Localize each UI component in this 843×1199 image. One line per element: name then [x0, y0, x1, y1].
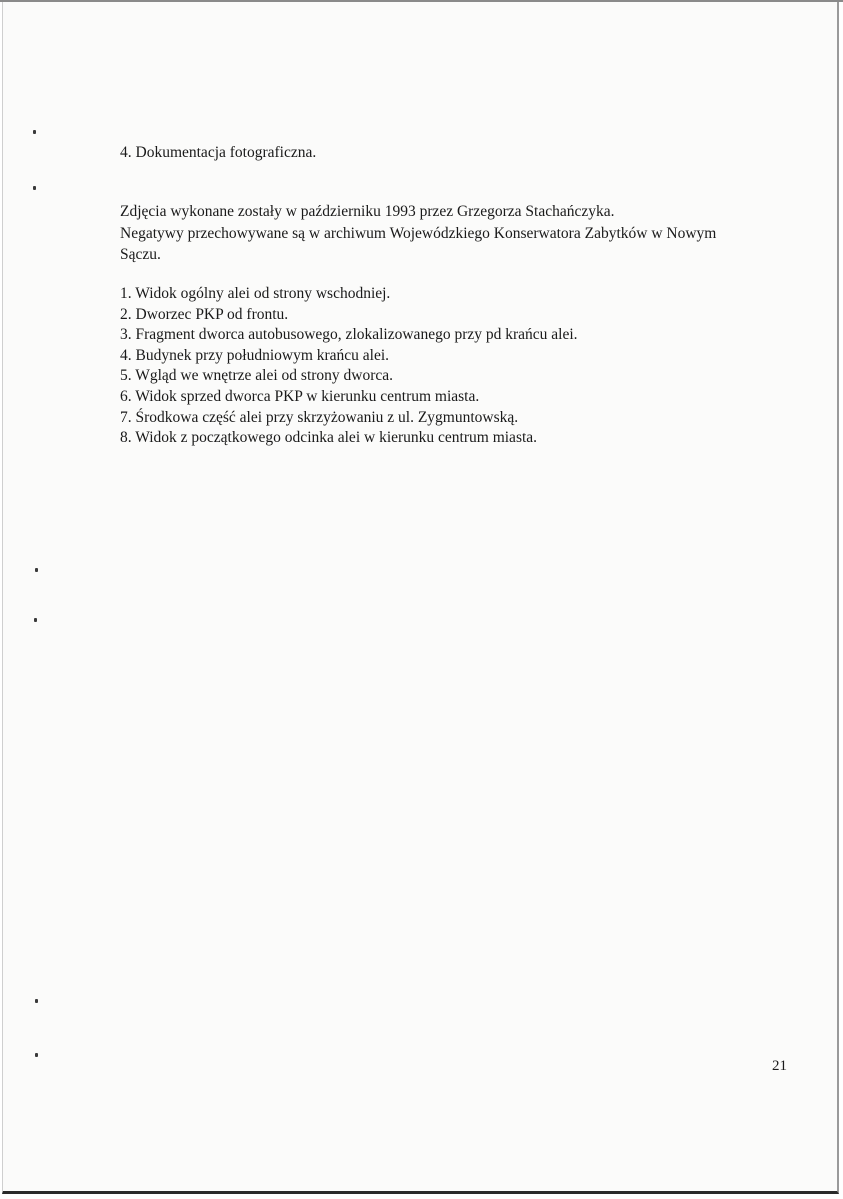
section-heading: 4. Dokumentacja fotograficzna. — [120, 144, 317, 161]
scan-speck — [35, 999, 38, 1003]
list-item: 7. Środkowa część alei przy skrzyżowaniu z ul. Zygmuntowską. — [120, 408, 519, 426]
scan-speck — [33, 186, 36, 190]
list-item: 2. Dworzec PKP od frontu. — [120, 305, 289, 323]
scan-speck — [35, 1053, 38, 1057]
list-item: 3. Fragment dworca autobusowego, zlokalizowanego przy pd krańcu alei. — [120, 326, 578, 344]
document-page — [2, 2, 839, 1194]
list-item: 1. Widok ogólny alei od strony wschodniej. — [120, 285, 391, 302]
scan-speck — [34, 618, 37, 622]
list-item: 4. Budynek przy południowym krańcu alei. — [120, 346, 390, 364]
list-item: 5. Wgląd we wnętrze alei od strony dworca. — [120, 367, 394, 385]
paragraph-line: Sączu. — [120, 246, 161, 263]
scan-speck — [35, 568, 38, 572]
list-item: 8. Widok z początkowego odcinka alei w kierunku centrum miasta. — [120, 429, 538, 447]
list-item: 6. Widok sprzed dworca PKP w kierunku centrum miasta. — [120, 387, 480, 405]
page-number: 21 — [772, 1058, 787, 1074]
paragraph-line: Zdjęcia wykonane zostały w październiku 1993 przez Grzegorza Stachańczyka. — [120, 203, 615, 220]
scan-speck — [33, 130, 36, 134]
paragraph-line: Negatywy przechowywane są w archiwum Wojewódzkiego Konserwatora Zabytków w Nowym — [120, 225, 717, 242]
photo-list — [120, 284, 578, 449]
